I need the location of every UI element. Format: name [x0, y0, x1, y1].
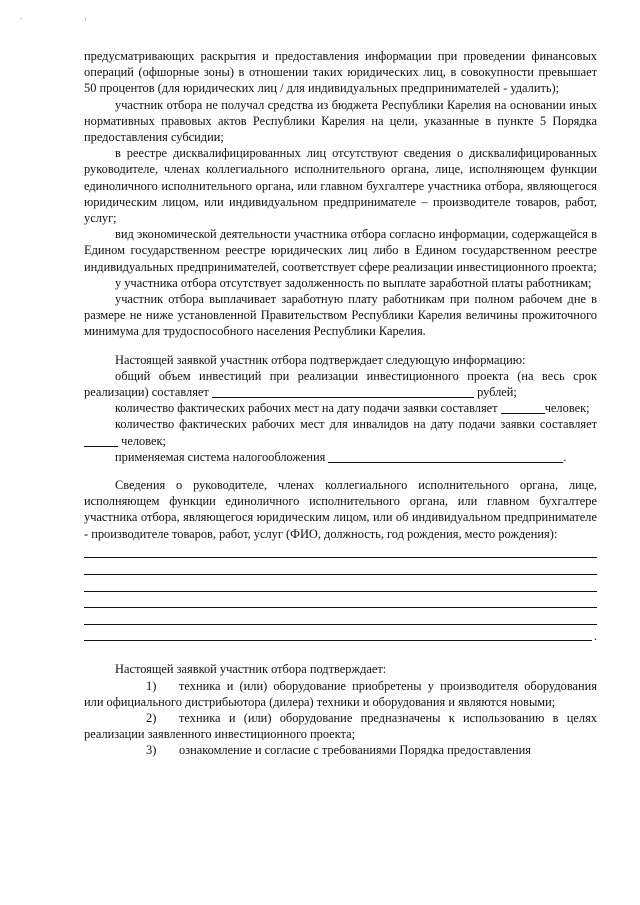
paragraph-minimum-wage: участник отбора выплачивает заработную плату работникам при полном рабочем дне в размере не ниже установленной Правительством Республики Карелия величины прожиточного минимума для трудоспособного населения Республики Карелия.: [84, 292, 597, 339]
head-info-line[interactable]: [84, 592, 597, 609]
investment-amount-blank[interactable]: [212, 385, 474, 398]
confirm-item: 2) техника и (или) оборудование предназначены к использованию в целях реализации заявленного инвестиционного проекта;: [84, 711, 597, 742]
info-intro: Настоящей заявкой участник отбора подтверждает следующую информацию:: [115, 352, 526, 367]
paragraph-economic-activity: вид экономической деятельности участника отбора согласно информации, содержащейся в Едином государственном реестре юридических лиц либо в Едином государственном реестре индивидуальных предпринимателей, соответствует сфере реализации инвестиционного проекта;: [84, 227, 597, 274]
head-info-line[interactable]: [84, 625, 592, 642]
confirm-item: 1) техника и (или) оборудование приобретены у производителя оборудования или официального дистрибьютора (дилера) техники и оборудования и являются новыми;: [84, 678, 597, 709]
scan-marks: ` ': [20, 17, 117, 26]
paragraph-offshore: предусматривающих раскрытия и предоставления информации при проведении финансовых операций (офшорные зоны) в отношении таких юридических лиц, в совокупности превышает 50 процентов (для юридических лиц / для индивидуальных предпринимателей - удалить);: [84, 49, 597, 96]
head-info-line[interactable]: [84, 542, 597, 559]
disabled-jobs-line: количество фактических рабочих мест для инвалидов на дату подачи заявки составляет человек;: [84, 416, 597, 448]
head-info-line[interactable]: [84, 575, 597, 592]
jobs-line: количество фактических рабочих мест на дату подачи заявки составляет человек;: [115, 401, 590, 416]
paragraph-wage-debt: у участника отбора отсутствует задолженность по выплате заработной платы работникам;: [115, 275, 592, 290]
head-info-line[interactable]: [84, 608, 597, 625]
confirm-intro: Настоящей заявкой участник отбора подтверждает:: [115, 662, 387, 677]
document-page: [84, 48, 597, 759]
tax-line: применяемая система налогообложения .: [115, 449, 567, 464]
disabled-jobs-blank[interactable]: [84, 434, 118, 447]
jobs-count-blank[interactable]: [501, 401, 545, 414]
head-info-paragraph: Сведения о руководителе, членах коллегиального исполнительного органа, лице, исполняющем функции единоличного исполнительного органа, или главном бухгалтере участника отбора, являющегося юридическим лицом, или об индивидуальном предпринимателе - производителе товаров, работ, услуг (ФИО, должность, год рождения, место рождения):: [84, 478, 597, 541]
investment-line: общий объем инвестиций при реализации инвестиционного проекта (на весь срок реализации) составляет рублей;: [84, 368, 597, 400]
head-info-line[interactable]: [84, 558, 597, 575]
paragraph-budget-funds: участник отбора не получал средства из бюджета Республики Карелия на основании иных нормативных правовых актов Республики Карелия на цели, указанные в пункте 5 Порядка предоставления субсидии;: [84, 97, 597, 145]
paragraph-disqualified-registry: в реестре дисквалифицированных лиц отсутствуют сведения о дисквалифицированных руководителе, членах коллегиального исполнительного органа, лице, исполняющем функции единоличного исполнительного органа, или главном бухгалтере участника отбора, являющегося юридическим лицом, или индивидуальном предпринимателе – производителе товаров, работ, услуг;: [84, 146, 597, 226]
confirm-item: 3) ознакомление и согласие с требованиями Порядка предоставления: [146, 743, 531, 758]
head-info-blank-lines: .: [84, 542, 597, 642]
tax-system-blank[interactable]: [328, 450, 563, 463]
